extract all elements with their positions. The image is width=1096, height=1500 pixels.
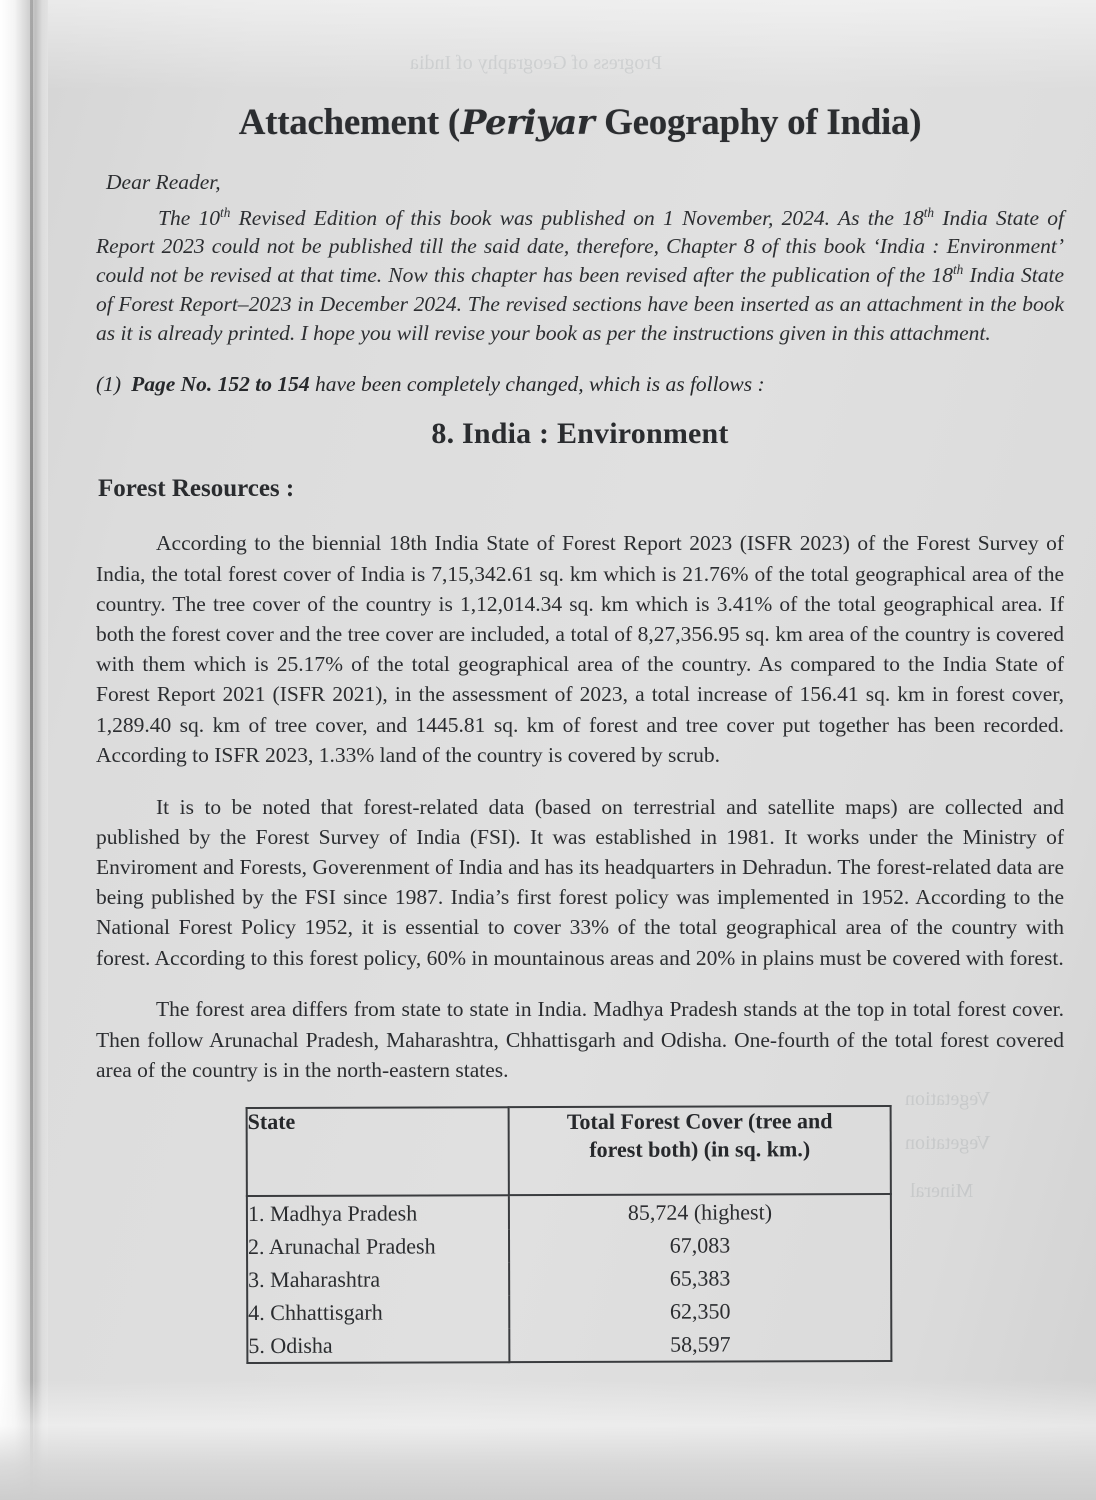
page-title [96, 104, 1064, 143]
ghost-text-line-2: Vegetation [905, 1088, 991, 1110]
table-cell-value: 65,383 [509, 1261, 891, 1295]
instruction-point-text [131, 370, 765, 399]
table-row [247, 1294, 891, 1329]
instruction-point-bold: Page No. 152 to 154 [131, 371, 310, 396]
instruction-point-1 [96, 370, 1064, 399]
body-paragraph-1: According to the biennial 18th India State of Forest Report 2023 (ISFR 2023) of the Forest Survey of India, the total forest cover of India is 7,15,342.61 sq. km which is 21.76% of the total geographical area of the country. The tree cover of the country is 1,12,014.34 sq. km which is 3.41% of the total geographical area. If both the forest cover and the tree cover are included, a total of 8,27,356.95 sq. km area of the country is covered with them which is 25.17% of the total geographical area of the country. As compared to the India State of Forest Report 2021 (ISFR 2021), in the assessment of 2023, a total increase of 156.41 sq. km in forest cover, 1,289.40 sq. km of tree cover, and 1445.81 sq. km of forest and tree cover put together has been recorded. According to ISFR 2023, 1.33% land of the country is covered by scrub. [96, 531, 1064, 767]
table-cell-state: 2. Arunachal Pradesh [247, 1230, 509, 1264]
table-header-total-forest-cover [509, 1106, 891, 1195]
instruction-point-rest: have been completely changed, which is as follows : [309, 371, 765, 396]
table-row [247, 1327, 891, 1363]
ghost-text-line-4: Mineral [910, 1180, 974, 1202]
table-header-row [247, 1106, 891, 1196]
section-heading: Forest Resources : [98, 475, 295, 503]
body-paragraph-2: It is to be noted that forest-related data (based on terrestrial and satellite maps) are collected and published by the Forest Survey of India (FSI). It was established in 1981. It works under the Ministry of Enviroment and Forests, Goverenment of India and has its headquarters in Dehradun. The forest-related data are being published by the FSI since 1987. India’s first forest policy was implemented in 1952. According to the National Forest Policy 1952, it is essential to cover 33% of the total geographical area of the country with forest. According to this forest policy, 60% in mountainous areas and 20% in plains must be covered with forest. [96, 794, 1064, 970]
table-header-value-line-1: Total Forest Cover (tree and [566, 1108, 833, 1135]
table-cell-state: 1. Madhya Pradesh [247, 1196, 509, 1231]
body-paragraph-3: The forest area differs from state to state in India. Madhya Pradesh stands at the top in total forest cover. Then follow Arunachal Pradesh, Maharashtra, Chhattisgarh and Odisha. One-fourth of the total forest covered area of the country is in the north-eastern states. [96, 997, 1064, 1082]
page-binding-gutter [0, 0, 48, 1500]
forest-cover-table [246, 1105, 893, 1364]
table-cell-state: 3. Maharashtra [247, 1263, 509, 1297]
ghost-text-line-3: Vegetation [905, 1132, 991, 1154]
table-cell-value: 67,083 [509, 1228, 891, 1262]
table-row [247, 1261, 891, 1296]
table-cell-state: 5. Odisha [247, 1329, 509, 1364]
table-row [247, 1194, 891, 1230]
title-script-word: Periyar [460, 103, 595, 143]
chapter-heading: 8. India : Environment [431, 416, 729, 450]
table-cell-state: 4. Chhattisgarh [247, 1296, 509, 1330]
table-header-state: State [247, 1108, 509, 1197]
salutation: Dear Reader, [106, 169, 221, 194]
table-cell-value: 58,597 [509, 1327, 891, 1362]
forest-cover-table-wrapper [246, 1106, 890, 1363]
table-body [247, 1194, 892, 1363]
document-content [96, 0, 1064, 1363]
table-row [247, 1228, 891, 1263]
table-cell-value: 85,724 (highest) [509, 1194, 891, 1229]
page-bottom-fold [0, 1380, 1096, 1500]
instruction-point-number: (1) [96, 371, 122, 396]
table-header-value-line-2: forest both) (in sq. km.) [589, 1136, 811, 1163]
title-suffix: Geography of India) [595, 102, 922, 143]
title-prefix: Attachement ( [238, 102, 460, 143]
table-cell-value: 62,350 [509, 1294, 891, 1328]
letter-paragraph: The 10th Revised Edition of this book was published on 1 November, 2024. As the 18th India State of Report 2023 could not be published till the said date, therefore, Chapter 8 of this book ‘India : Environment’ could not be revised at that time. Now this chapter has been revised after the publication of the 18th India State of Forest Report–2023 in December 2024. The revised sections have been inserted as an attachment in the book as it is already printed. I hope you will revise your book as per the instructions given in this attachment. [96, 204, 1064, 346]
page-edge-line [30, 0, 33, 1500]
